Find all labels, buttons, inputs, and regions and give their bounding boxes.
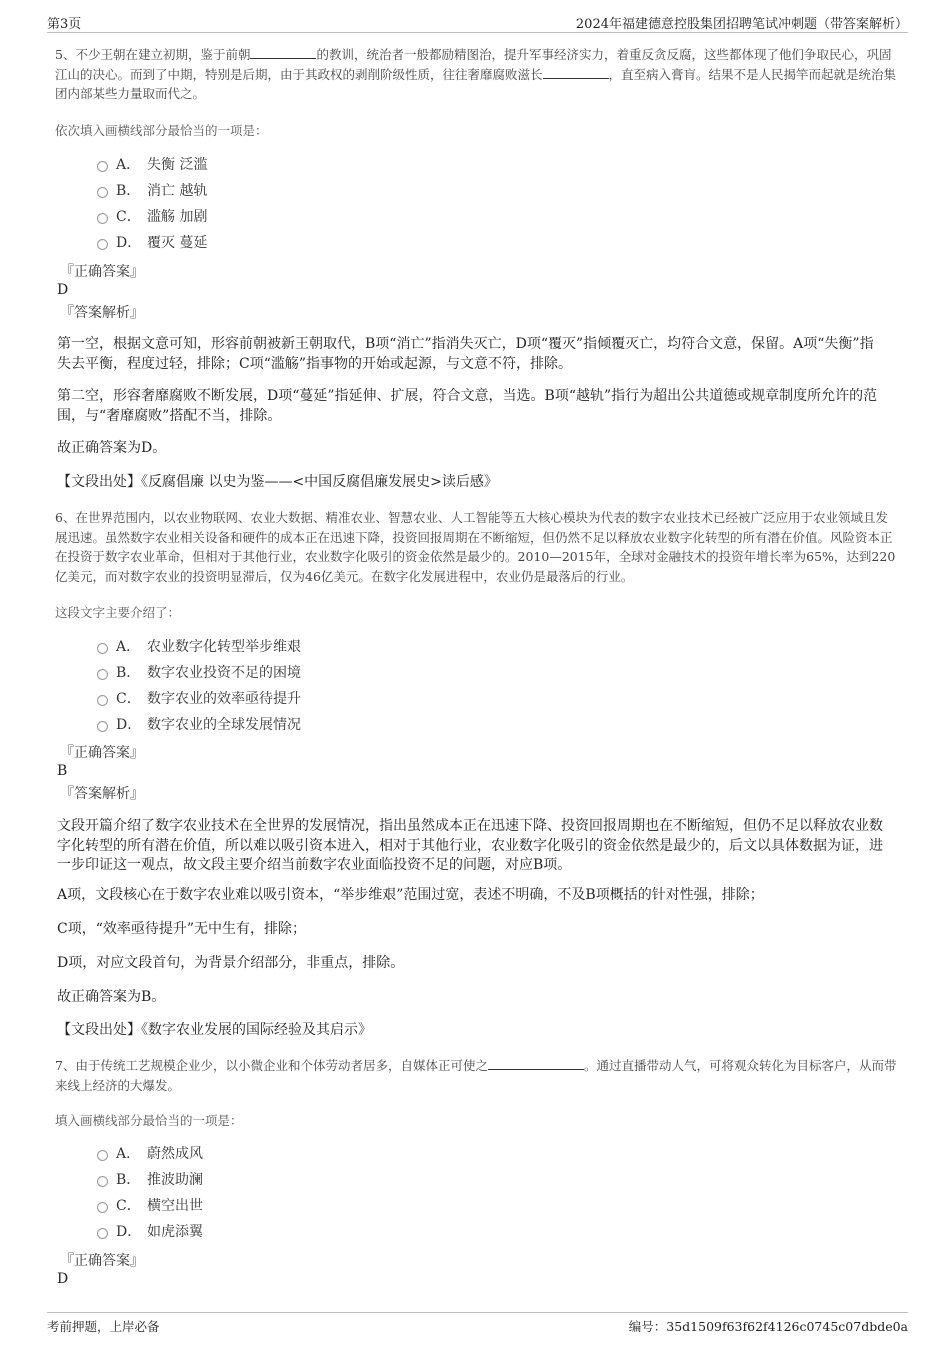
q7-option-d[interactable] (97, 1222, 203, 1242)
q5-analysis-paragraph-2: 第二空，形容奢靡腐败不断发展，D项“蔓延”指延伸、扩展，符合文意，当选。B项“越轨”指行为超出公共道德或规章制度所允许的范围，与“奢靡腐败”搭配不当，排除。 (57, 388, 878, 424)
radio-icon[interactable] (97, 1176, 108, 1187)
option-text: 数字农业的全球发展情况 (147, 717, 301, 733)
option-text: 失衡 泛滥 (147, 157, 208, 173)
option-text: 如虎添翼 (147, 1224, 203, 1240)
q7-prompt: 填入画横线部分最恰当的一项是： (55, 1113, 243, 1128)
radio-icon[interactable] (97, 161, 108, 172)
option-text: 蔚然成风 (147, 1146, 203, 1162)
q5-analysis-conclusion: 故正确答案为D。 (57, 440, 167, 456)
q6-analysis-option-c: C项，“效率亟待提升”无中生有，排除； (57, 921, 307, 937)
fill-blank (250, 46, 316, 59)
radio-icon[interactable] (97, 643, 108, 654)
option-text: 消亡 越轨 (147, 183, 208, 199)
option-letter: A． (116, 639, 141, 655)
q6-option-a[interactable] (97, 637, 301, 657)
option-letter: A． (116, 157, 141, 173)
document-title: 2024年福建德意控股集团招聘笔试冲刺题（带答案解析） (575, 17, 908, 32)
page-footer (47, 1312, 908, 1337)
q7-stem-part-2: 。通过直播带动人气，可将观众转化为目标客户，从而带来线上经济的大爆发。 (55, 1058, 897, 1093)
option-letter: B． (116, 183, 141, 199)
option-text: 农业数字化转型举步维艰 (147, 639, 301, 655)
fill-blank (543, 66, 609, 79)
q5-analysis-paragraph-1: 第一空，根据文意可知，形容前朝被新王朝取代，B项“消亡”指消失灭亡，D项“覆灭”指倾覆灭亡，均符合文意，保留。A项“失衡”指失去平衡，程度过轻，排除；C项“滥觞”指事物的开始或起源，与文意不符，排除。 (57, 336, 874, 372)
q7-option-a[interactable] (97, 1144, 203, 1164)
q5-stem-part-3: ，直至病入膏肓。结果不是人民揭竿而起就是统治集团内部某些力量取而代之。 (55, 66, 897, 101)
option-letter: B． (116, 1172, 141, 1188)
q6-answer: B (57, 763, 68, 779)
question-6-stem: 6、在世界范围内，以农业物联网、农业大数据、精准农业、智慧农业、人工智能等五大核心模块为代表的数字农业技术已经被广泛应用于农业领域且发展迅速。虽然数字农业相关设备和硬件的成本正在迅速下降，投资回报周期在不断缩短，但仍然不足以释放农业数字化转型的所有潜在价值。风险资本正在投资于数字农业革命，但相对于其他行业，农业数字化吸引的资金依然是最少的。2010—2015年，全球对金融技术的投资年增长率为65%，达到220亿美元，而对数字农业的投资明显滞后，仅为46亿美元。在数字化发展进程中，农业仍是最落后的行业。 (55, 510, 896, 584)
q5-prompt: 依次填入画横线部分最恰当的一项是： (55, 123, 268, 138)
radio-icon[interactable] (97, 695, 108, 706)
q5-stem-part-1: 5、不少王朝在建立初期，鉴于前朝 (55, 47, 251, 62)
q5-source: 【文段出处】《反腐倡廉 以史为鉴——<中国反腐倡廉发展史>读后感》 (57, 474, 498, 490)
radio-icon[interactable] (97, 239, 108, 250)
q6-source: 【文段出处】《数字农业发展的国际经验及其启示》 (57, 1022, 372, 1038)
q7-stem-part-1: 7、由于传统工艺规模企业少，以小微企业和个体劳动者居多，自媒体正可使之 (55, 1058, 488, 1073)
radio-icon[interactable] (97, 721, 108, 732)
radio-icon[interactable] (97, 213, 108, 224)
option-text: 横空出世 (147, 1198, 203, 1214)
q6-analysis-label: 『答案解析』 (60, 786, 144, 802)
q7-answer: D (57, 1271, 69, 1287)
q7-option-b[interactable] (97, 1170, 203, 1190)
page-number: 第3页 (47, 17, 82, 32)
option-text: 数字农业的效率亟待提升 (147, 691, 301, 707)
q6-option-d[interactable] (97, 715, 301, 735)
option-letter: C． (116, 1198, 141, 1214)
document-id: 编号：35d1509f63f62f4126c0745c07dbde0a (628, 1319, 908, 1334)
option-text: 滥觞 加剧 (147, 209, 208, 225)
q5-answer: D (57, 282, 69, 298)
option-letter: C． (116, 691, 141, 707)
option-text: 覆灭 蔓延 (147, 235, 208, 251)
q5-stem-part-2: 的教训，统治者一般都励精图治，提升军事经济实力，着重反贪反腐，这些都体现了他们争取民心，巩固江山的决心。而到了中期，特别是后期，由于其政权的剥削阶级性质，往往奢靡腐败滋长 (55, 47, 892, 82)
q6-option-b[interactable] (97, 663, 301, 683)
fill-blank (488, 1057, 584, 1070)
q6-analysis-option-d: D项，对应文段首句，为背景介绍部分，非重点，排除。 (57, 955, 405, 971)
option-letter: B． (116, 665, 141, 681)
footer-slogan: 考前押题，上岸必备 (47, 1319, 160, 1334)
radio-icon[interactable] (97, 1228, 108, 1239)
q6-option-c[interactable] (97, 689, 301, 709)
radio-icon[interactable] (97, 187, 108, 198)
q5-option-c[interactable] (97, 207, 207, 227)
q5-option-a[interactable] (97, 155, 207, 175)
q7-option-c[interactable] (97, 1196, 203, 1216)
option-letter: A． (116, 1146, 141, 1162)
q6-answer-label: 『正确答案』 (60, 745, 144, 761)
q6-analysis-conclusion: 故正确答案为B。 (57, 989, 166, 1005)
option-letter: D． (116, 235, 142, 251)
option-text: 推波助澜 (147, 1172, 203, 1188)
q5-answer-label: 『正确答案』 (60, 264, 144, 280)
question-7-stem (55, 1056, 900, 1095)
option-letter: D． (116, 717, 142, 733)
q5-option-b[interactable] (97, 181, 207, 201)
q5-analysis-label: 『答案解析』 (60, 305, 144, 321)
option-letter: D． (116, 1224, 142, 1240)
page-header (47, 10, 908, 33)
radio-icon[interactable] (97, 669, 108, 680)
option-letter: C． (116, 209, 141, 225)
q6-analysis-option-a: A项，文段核心在于数字农业难以吸引资本，“举步维艰”范围过宽，表述不明确，不及B项概括的针对性强，排除； (57, 887, 764, 903)
question-5-stem (55, 45, 900, 104)
option-text: 数字农业投资不足的困境 (147, 665, 301, 681)
radio-icon[interactable] (97, 1202, 108, 1213)
q6-analysis-paragraph-1: 文段开篇介绍了数字农业技术在全世界的发展情况，指出虽然成本正在迅速下降、投资回报周期也在不断缩短，但仍不足以释放农业数字化转型的所有潜在价值，所以难以吸引资本进入，相对于其他行业，农业数字化吸引的资金依然是最少的，后文以具体数据为证，进一步印证这一观点，故文段主要介绍当前数字农业面临投资不足的问题，对应B项。 (57, 818, 883, 873)
q6-prompt: 这段文字主要介绍了： (55, 605, 181, 620)
radio-icon[interactable] (97, 1150, 108, 1161)
q7-answer-label: 『正确答案』 (60, 1253, 144, 1269)
q5-option-d[interactable] (97, 233, 207, 253)
